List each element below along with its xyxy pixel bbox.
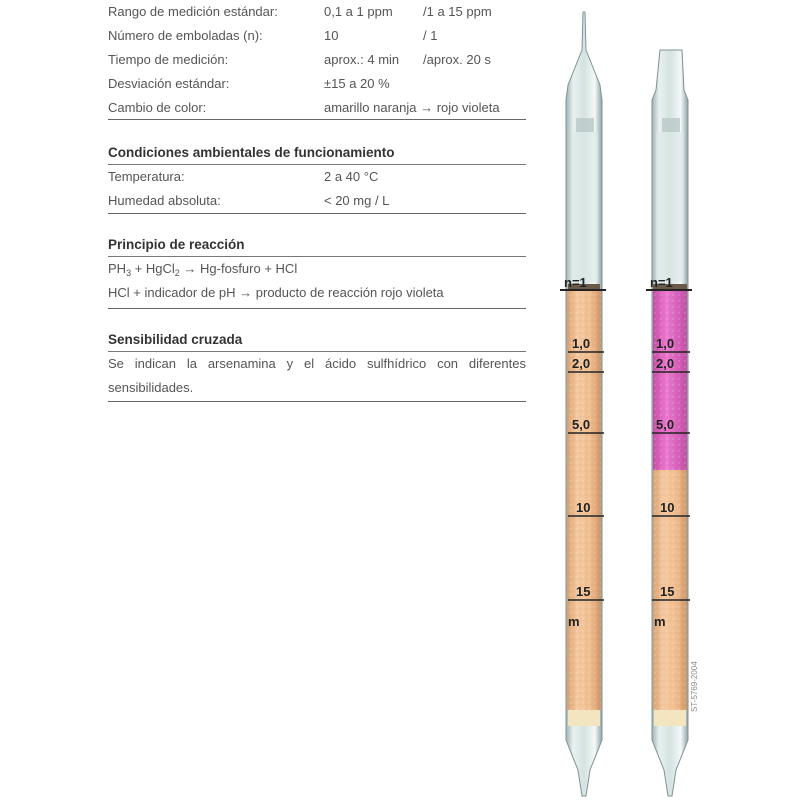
spec-label: Tiempo de medición: (108, 52, 229, 67)
scale-label: 10 (576, 500, 591, 515)
reaction-equation-1: $PH_3$ + HgCl$_2$ → Hg-fosfuro + HCl (108, 261, 298, 278)
section-title: Principio de reacción (108, 237, 245, 252)
spec-label: Humedad absoluta: (108, 193, 221, 208)
scale-label: 2,0 (656, 356, 675, 371)
detector-tube-left (566, 12, 602, 796)
unit-label: m (568, 614, 580, 629)
scale-label: 10 (660, 500, 675, 515)
spec-value-alt: / 1 (423, 28, 438, 43)
spec-label: Rango de medición estándar: (108, 4, 278, 19)
image-credit: ST-5769-2004 (690, 661, 699, 712)
spec-value-alt: /1 a 15 ppm (423, 4, 492, 19)
spec-value: 2 a 40 °C (324, 169, 379, 184)
spec-value: 0,1 a 1 ppm (324, 4, 393, 19)
scale-label: 15 (576, 584, 591, 599)
reaction-equation-2: HCl + indicador de pH → producto de reacción rojo violeta (108, 285, 444, 300)
scale-label: 1,0 (656, 336, 675, 351)
stroke-label: n=1 (650, 275, 673, 290)
spec-value: ±15 a 20 % (324, 76, 390, 91)
spec-label: Temperatura: (108, 169, 185, 184)
spec-value-alt: /aprox. 20 s (423, 52, 491, 67)
scale-label: 15 (660, 584, 675, 599)
section-title: Sensibilidad cruzada (108, 332, 243, 347)
scale-label: 1,0 (572, 336, 591, 351)
spec-label: Número de emboladas (n): (108, 28, 263, 43)
spec-value: 10 (324, 28, 339, 43)
section-title: Condiciones ambientales de funcionamiento (108, 145, 395, 160)
scale-label: 2,0 (572, 356, 591, 371)
scale-label: 5,0 (572, 417, 591, 432)
cross-sensitivity-text: Se indican la arsenamina y el ácido sulfhídrico con diferentes sensibilidades. (108, 356, 526, 395)
stroke-label: n=1 (564, 275, 587, 290)
spec-label: Cambio de color: (108, 100, 207, 115)
spec-value: aprox.: 4 min (324, 52, 400, 67)
unit-label: m (654, 614, 666, 629)
spec-value: amarillo naranja → rojo violeta (324, 100, 500, 115)
scale-label: 5,0 (656, 417, 675, 432)
spec-label: Desviación estándar: (108, 76, 230, 91)
spec-value: < 20 mg / L (324, 193, 390, 208)
